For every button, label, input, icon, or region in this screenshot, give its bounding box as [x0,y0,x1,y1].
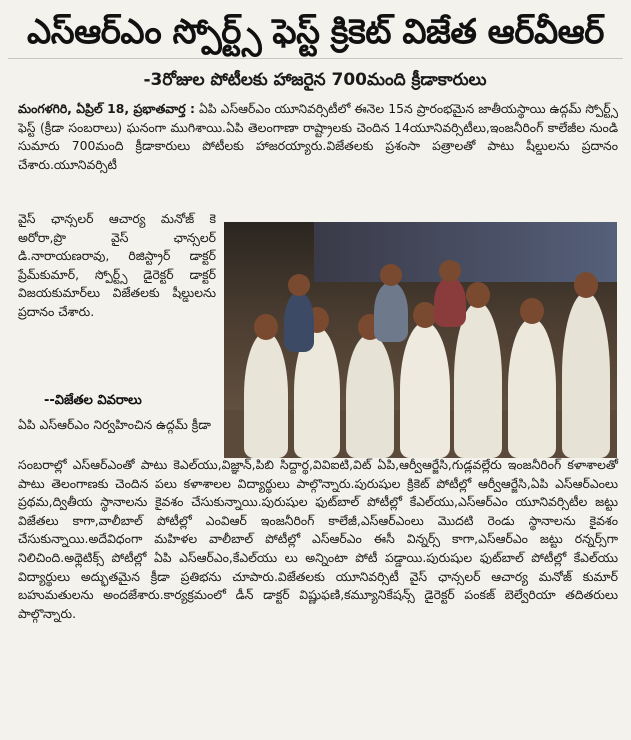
section-subtitle: --విజేతల వివరాలు [44,393,142,408]
officials-paragraph: వైస్ ఛాన్సలర్ ఆచార్య మనోజ్ కె అరోరా,ప్రొ వైస్ ఛాన్సలర్ డి.నారాయణరావు, రిజిస్ట్రార్ డాక్టర్ ప్రేమ్‌కుమార్, స్పోర్ట్స్ డైరెక్టర్ డాక్టర్ విజయకుమార్‌లు విజేతలకు షీల్డులను ప్రదానం చేశారు. [18,211,216,319]
player-head [574,272,598,298]
subheadline: -3రోజుల పోటీలకు హాజరైన 700మంది క్రీడాకారులు [143,70,487,90]
official-head [439,260,461,282]
headline: ఎస్‌ఆర్ఎం స్పోర్ట్స్ ఫెస్ట్ క్రికెట్ విజేత ఆర్‌వీఆర్ [27,12,604,52]
official-figure [434,277,466,327]
official-figure [284,292,314,352]
dateline: మంగళగిరి, ఏప్రిల్ 18, ప్రభాతవార్త : [18,101,195,116]
player-head [254,314,278,340]
divider [8,58,623,59]
player-figure [562,292,610,458]
winners-paragraph: సంబరాల్లో ఎస్‌ఆర్ఎంతో పాటు కెఎల్‌యు,విజ్ఞాన్,పిబి సిద్దార్థ,వివిఐటి,విట్ ఏపి,ఆర్వీఆర్జేసి,గుడ్లవల్లేరు ఇంజనీరింగ్ కళాశాలతో పాటు తెలంగాణకు చెందిన పలు కళాశాలల విద్యార్థులు పాల్గొన్నారు.పురుషుల క్రికెట్ పోటీల్లో ఆర్వీఆర్జేసి,ఏపి ఎస్‌ఆర్ఎంలు ప్రథమ,ద్వితీయ స్థానాలను కైవశం చేసుకున్నాయి.పురుషుల ఫుట్‌బాల్ పోటీల్లో కేఎల్‌యు,ఎస్‌ఆర్ఎం యూనివర్సిటీల జట్టు విజేతలు కాగా,వాలీబాల్ పోటీల్లో ఎంవిఆర్ ఇంజనీరింగ్ కాలేజీ,ఎస్‌ఆర్ఎంలు మొదటి రెండు స్థానాలను కైవశం చేసుకున్నాయి.అదేవిధంగా మహిళల వాలీబాల్ పోటీల్లో ఎస్‌ఆర్ఎం ఈసీ విన్నర్స్ కాగా,ఎస్‌ఆర్ఎం జట్టు రన్నర్స్‌గా నిలిచింది.అథ్లెటిక్స్ పోటీల్లో ఏపి ఎస్‌ఆర్ఎం,కేఎల్‌యు లు అన్నింటా పోటీ పడ్డాయి.పురుషుల ఫుట్‌బాల్ పోటీల్లో కేఎల్‌యు విద్యార్థులు అద్భుతమైన క్రీడా ప్రతిభను చూపారు.విజేతలకు యూనివర్సిటీ వైస్ ఛాన్సలర్ ఆచార్య మనోజ్ కుమార్ బహుమతులను అందజేశారు.కార్యక్రమంలో డీన్ డాక్టర్ విష్ణుఫణి,కమ్యూనికేషన్స్ డైరెక్టర్ పంకజ్ బెల్వేరియా తదితరులు పాల్గొన్నారు. [18,457,618,621]
winners-intro: ఏపి ఎస్‌ఆర్ఎం నిర్వహించిన ఉద్గమ్ క్రీడా [18,417,211,432]
official-head [288,274,310,296]
player-figure [244,332,288,458]
player-figure [508,318,556,458]
player-head [520,298,544,324]
lead-text: ఏపి ఎస్‌ఆర్ఎం యూనివర్సిటీలో ఈనెల 15న ప్రారంభమైన జాతీయస్థాయి ఉద్గమ్ స్పోర్ట్స్ ఫెస్ట్ (క్రీడా సంబరాలు) ఘనంగా ముగిశాయి.ఏపి తెలంగాణా రాష్ట్రాలకు చెందిన 14యూనివర్సిటీలు,ఇంజనీరింగ్ కాలేజీల నుండి సుమారు 700మంది క్రీడాకారులు పోటీలకు హాజరయ్యారు.విజేతలకు ప్రశంసా పత్రాలతో పాటు షీల్డులను ప్రదానం చేశారు.యూనివర్సిటీ [18,101,618,172]
player-head [466,282,490,308]
player-figure [400,322,450,458]
player-figure [346,334,394,458]
lead-paragraph [18,100,618,174]
backdrop-screen [314,222,617,282]
team-photo [224,222,617,458]
official-figure [374,282,408,342]
official-head [380,264,402,286]
